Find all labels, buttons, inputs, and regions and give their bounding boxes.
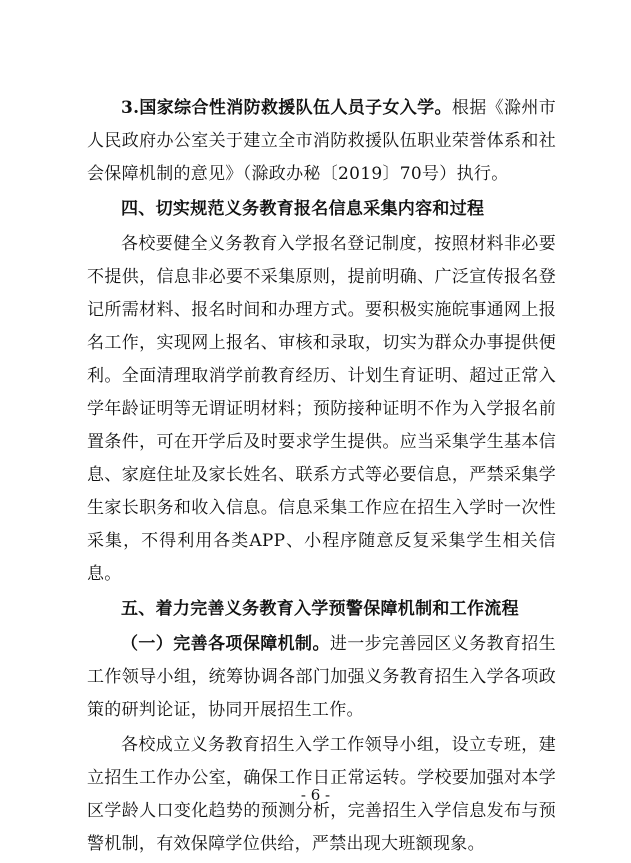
item-3-body: 根据《滁州市人民政府办公室关于建立全市消防救援队伍职业荣誉体系和社会保障机制的意见》（滁政办秘〔2019〕70号）执行。 — [87, 98, 556, 184]
subsection-1-lead: （一）完善各项保障机制。 — [121, 634, 330, 654]
paragraph-registration-info: 各校要健全义务教育入学报名登记制度，按照材料非必要不提供，信息非必要不采集原则，提前明确、广泛宣传报名登记所需材料、报名时间和办理方式。要积极实施皖事通网上报名工作，实现网上报名、审核和录取，切实为群众办事提供便利。全面清理取消学前教育经历、计划生育证明、超过正常入学年龄证明等无谓证明材料；预防接种证明不作为入学报名前置条件，可在开学后及时要求学生提供。应当采集学生基本信息、家庭住址及家长姓名、联系方式等必要信息，严禁采集学生家长职务和收入信息。信息采集工作应在招生入学时一次性采集，不得利用各类APP、小程序随意反复采集学生相关信息。 — [87, 234, 556, 584]
paragraph-school-leadership: 各校成立义务教育招生入学工作领导小组，设立专班，建立招生工作办公室，确保工作日正常运转。学校要加强对本学区学龄人口变化趋势的预测分析，完善招生入学信息发布与预警机制，有效保障学位供给，严禁出现大班额现象。 — [87, 735, 556, 854]
item-3-lead: 3.国家综合性消防救援队伍人员子女入学。 — [121, 98, 452, 118]
document-body — [87, 92, 556, 863]
paragraph-guarantee-mechanism — [87, 628, 556, 727]
section-5-heading: 五、着力完善义务教育入学预警保障机制和工作流程 — [121, 599, 519, 619]
page-number: - 6 - — [300, 786, 331, 804]
paragraph-fire-rescue-children — [87, 92, 556, 191]
section-4-heading: 四、切实规范义务教育报名信息采集内容和过程 — [121, 199, 485, 219]
subsection-1-body: 进一步完善园区义务教育招生工作领导小组，统筹协调各部门加强义务教育招生入学各项政策的研判论证，协同开展招生工作。 — [87, 634, 556, 720]
